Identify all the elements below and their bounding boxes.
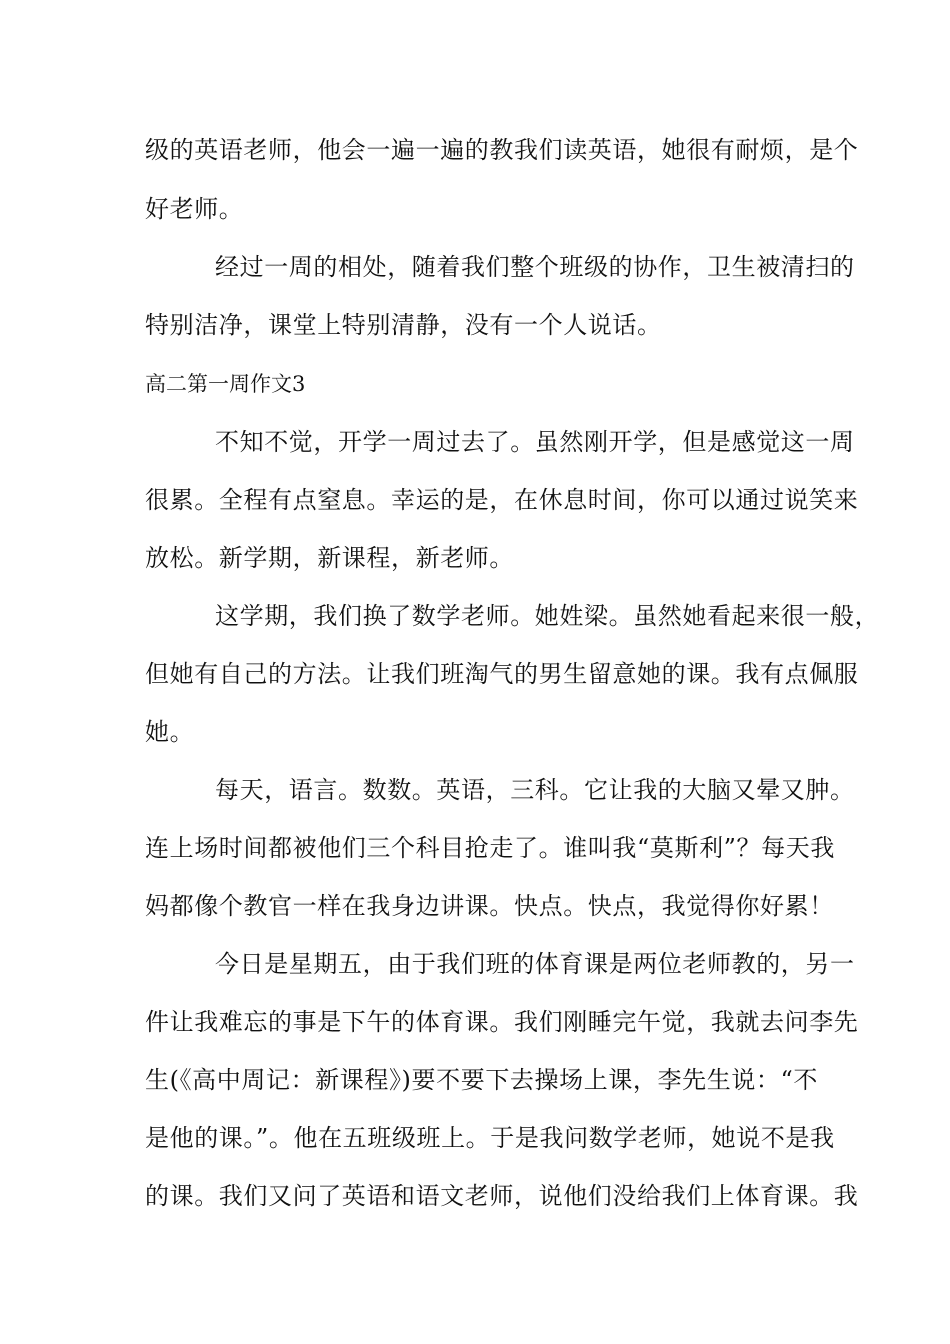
text-line: 的课。我们又问了英语和语文老师，说他们没给我们上体育课。我	[145, 1182, 859, 1210]
text-line: 她。	[145, 718, 195, 746]
text-line: 连上场时间都被他们三个科目抢走了。谁叫我“莫斯利”？每天我	[145, 834, 835, 862]
text-line: 生(《高中周记：新课程》)要不要下去操场上课，李先生说：“不	[145, 1066, 818, 1094]
text-line: 每天，语言。数数。英语，三科。它让我的大脑又晕又肿。	[215, 776, 855, 804]
text-line: 好老师。	[145, 195, 244, 223]
text-line: 件让我难忘的事是下午的体育课。我们刚睡完午觉，我就去问李先	[145, 1008, 859, 1036]
text-line: 特别洁净，课堂上特别清静，没有一个人说话。	[145, 311, 662, 339]
text-line: 放松。新学期，新课程，新老师。	[145, 544, 514, 572]
text-line: 级的英语老师，他会一遍一遍的教我们读英语，她很有耐烦，是个	[145, 136, 859, 164]
text-line: 经过一周的相处，随着我们整个班级的协作，卫生被清扫的	[215, 253, 855, 281]
text-line: 但她有自己的方法。让我们班淘气的男生留意她的课。我有点佩服	[145, 660, 859, 688]
text-line: 今日是星期五，由于我们班的体育课是两位老师教的，另一	[215, 950, 855, 978]
section-heading: 高二第一周作文3	[145, 372, 306, 396]
text-line: 妈都像个教官一样在我身边讲课。快点。快点，我觉得你好累！	[145, 892, 834, 920]
text-line: 这学期，我们换了数学老师。她姓梁。虽然她看起来很一般，	[215, 602, 880, 630]
text-line: 是他的课。”。他在五班级班上。于是我问数学老师，她说不是我	[145, 1124, 835, 1152]
text-line: 很累。全程有点窒息。幸运的是，在休息时间，你可以通过说笑来	[145, 486, 859, 514]
text-line: 不知不觉，开学一周过去了。虽然刚开学，但是感觉这一周	[215, 428, 855, 456]
